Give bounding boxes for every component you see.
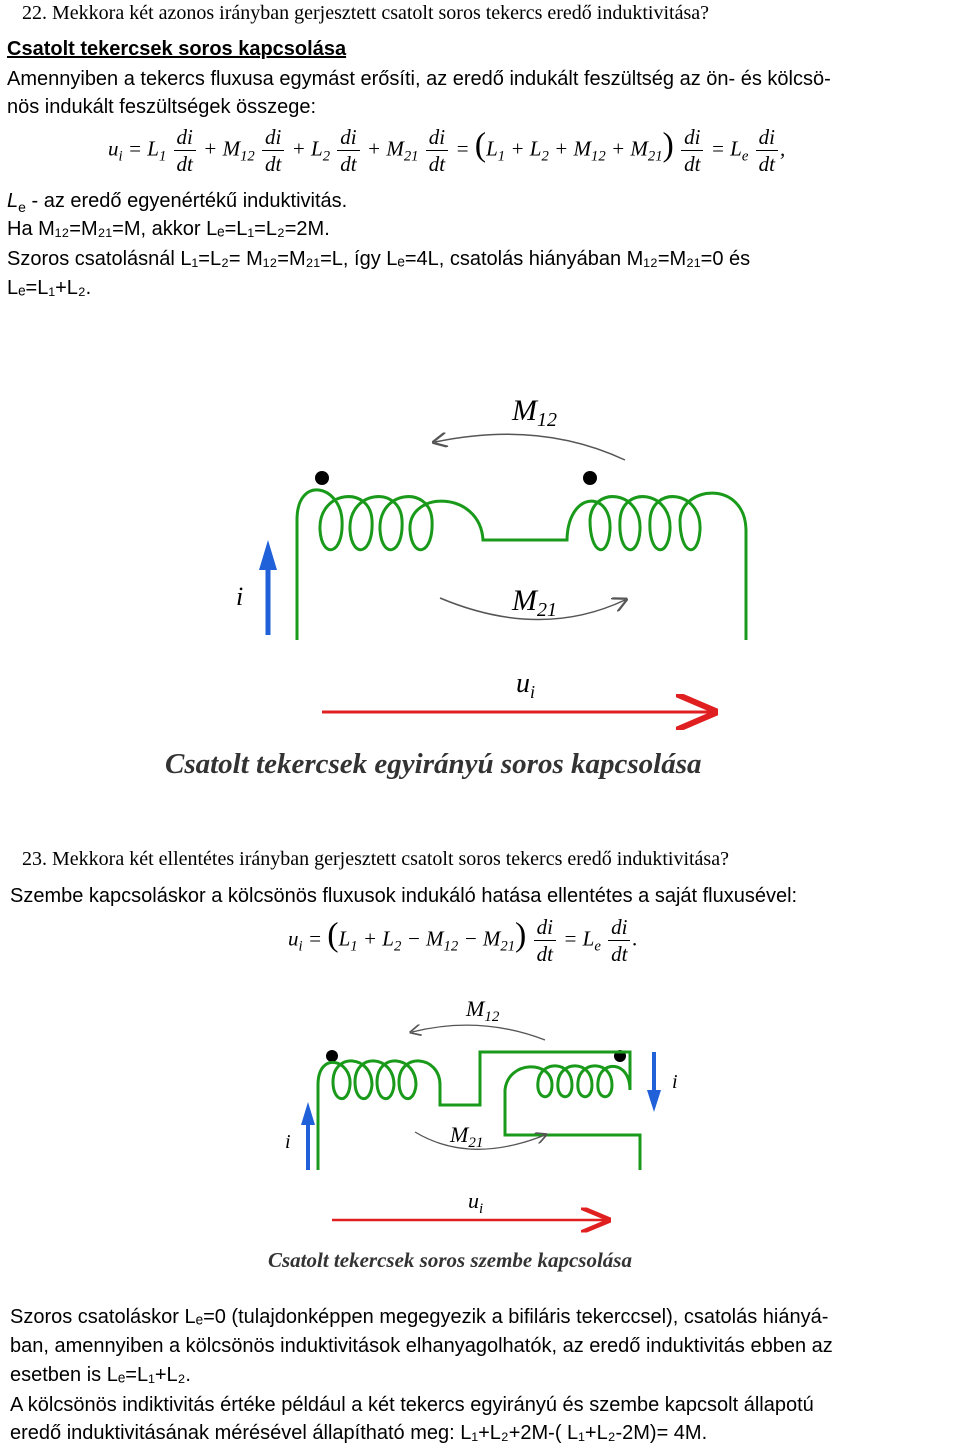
m21-label: $M_{21}$	[512, 584, 557, 621]
dot-left-2	[326, 1050, 338, 1062]
frac: $\frac{di}{dt}$	[262, 124, 284, 177]
ui-label-2: $u_i$	[468, 1188, 484, 1217]
q23-equation: $u_i = (L_1 + L_2 - M_{12} - M_{21})$ $\frac{di}{dt}$ = $L_e$ $\frac{di}{dt}$ .	[288, 915, 638, 966]
m12-arc-arrow-2	[412, 1025, 545, 1040]
q22-title: 22. Mekkora két azonos irányban gerjesztett csatolt soros tekercs eredő induktivitása?	[22, 2, 709, 24]
dot-left	[315, 471, 329, 485]
q22-last-line: Lₑ=L₁+L₂.	[7, 277, 92, 299]
frac: $\frac{di}{dt}$	[681, 124, 703, 177]
m12-label-2: $M_{12}$	[466, 996, 500, 1025]
i-label: i	[236, 582, 244, 611]
q22-heading: Csatolt tekercsek soros kapcsolása	[7, 38, 347, 60]
q23-intro: Szembe kapcsoláskor a kölcsönös fluxusok indukáló hatása ellentétes a saját fluxusével:	[10, 885, 798, 907]
i-label-left: i	[285, 1131, 291, 1153]
frac: $\frac{di}{dt}$	[608, 914, 630, 967]
q22-le-line: $L_e$ - az eredő egyenértékű induktivitás.	[7, 190, 348, 215]
q23-p1-line1: Szoros csatoláskor Lₑ=0 (tulajdonképpen megegyezik a bifiláris tekerccsel), csatolás hiányá-	[10, 1306, 829, 1328]
q22-intro-line2: nös indukált feszültségek összege:	[7, 96, 317, 118]
ui-label: $u_i$	[516, 668, 536, 702]
dot-right	[583, 471, 597, 485]
m12-label: $M_{12}$	[512, 394, 557, 431]
frac: $\frac{di}{dt}$	[426, 124, 448, 177]
i-label-right: i	[672, 1071, 678, 1093]
q23-circuit-figure	[0, 990, 960, 1280]
q22-ha-line: Ha M₁₂=M₂₁=M, akkor Lₑ=L₁=L₂=2M.	[7, 218, 330, 240]
m21-label-2: $M_{21}$	[450, 1122, 484, 1151]
q23-p1-line2: ban, amennyiben a kölcsönös induktivitások elhanyagolhatók, az eredő induktivitás ebben az	[10, 1335, 833, 1357]
frac: $\frac{di}{dt}$	[337, 124, 359, 177]
frac: $\frac{di}{dt}$	[756, 124, 778, 177]
q22-figure-caption: Csatolt tekercsek egyirányú soros kapcsolása	[165, 748, 702, 780]
m12-arc-arrow	[435, 434, 625, 460]
coil-wire-right	[505, 1066, 640, 1170]
frac: $\frac{di}{dt}$	[534, 914, 556, 967]
q23-title: 23. Mekkora két ellentétes irányban gerjesztett csatolt soros tekercs eredő induktivitása?	[22, 848, 729, 870]
q23-p2-line2: eredő induktivitásának mérésével állapítható meg: L₁+L₂+2M-( L₁+L₂-2M)= 4M.	[10, 1422, 708, 1444]
q22-equation: $u_i = L_1$ $\frac{di}{dt}$ + $M_{12}$ $\frac{di}{dt}$ + $L_2$ $\frac{di}{dt}$ + $M_{21}$ $\frac{di}{dt}$ = $(L_1 + L_2 + M_{12} + M_{21})$ $\frac{di}{dt}$ = $L_e$ $\frac{di}{dt}$ ,	[108, 125, 786, 176]
q23-p1-line3: esetben is Lₑ=L₁+L₂.	[10, 1364, 191, 1386]
q22-szoros-line: Szoros csatolásnál L₁=L₂= M₁₂=M₂₁=L, így Lₑ=4L, csatolás hiányában M₁₂=M₂₁=0 és	[7, 248, 751, 270]
q23-figure-caption: Csatolt tekercsek soros szembe kapcsolása	[268, 1248, 632, 1272]
frac: $\frac{di}{dt}$	[174, 124, 196, 177]
q22-intro-line1: Amennyiben a tekercs fluxusa egymást erősíti, az eredő indukált feszültség az ön- és kölcsö-	[7, 68, 831, 90]
q22-circuit-figure	[0, 380, 960, 800]
coil-wire	[297, 490, 746, 640]
q23-p2-line1: A kölcsönös indiktivitás értéke például a két tekercs egyirányú és szembe kapcsolt állapotú	[10, 1394, 814, 1416]
